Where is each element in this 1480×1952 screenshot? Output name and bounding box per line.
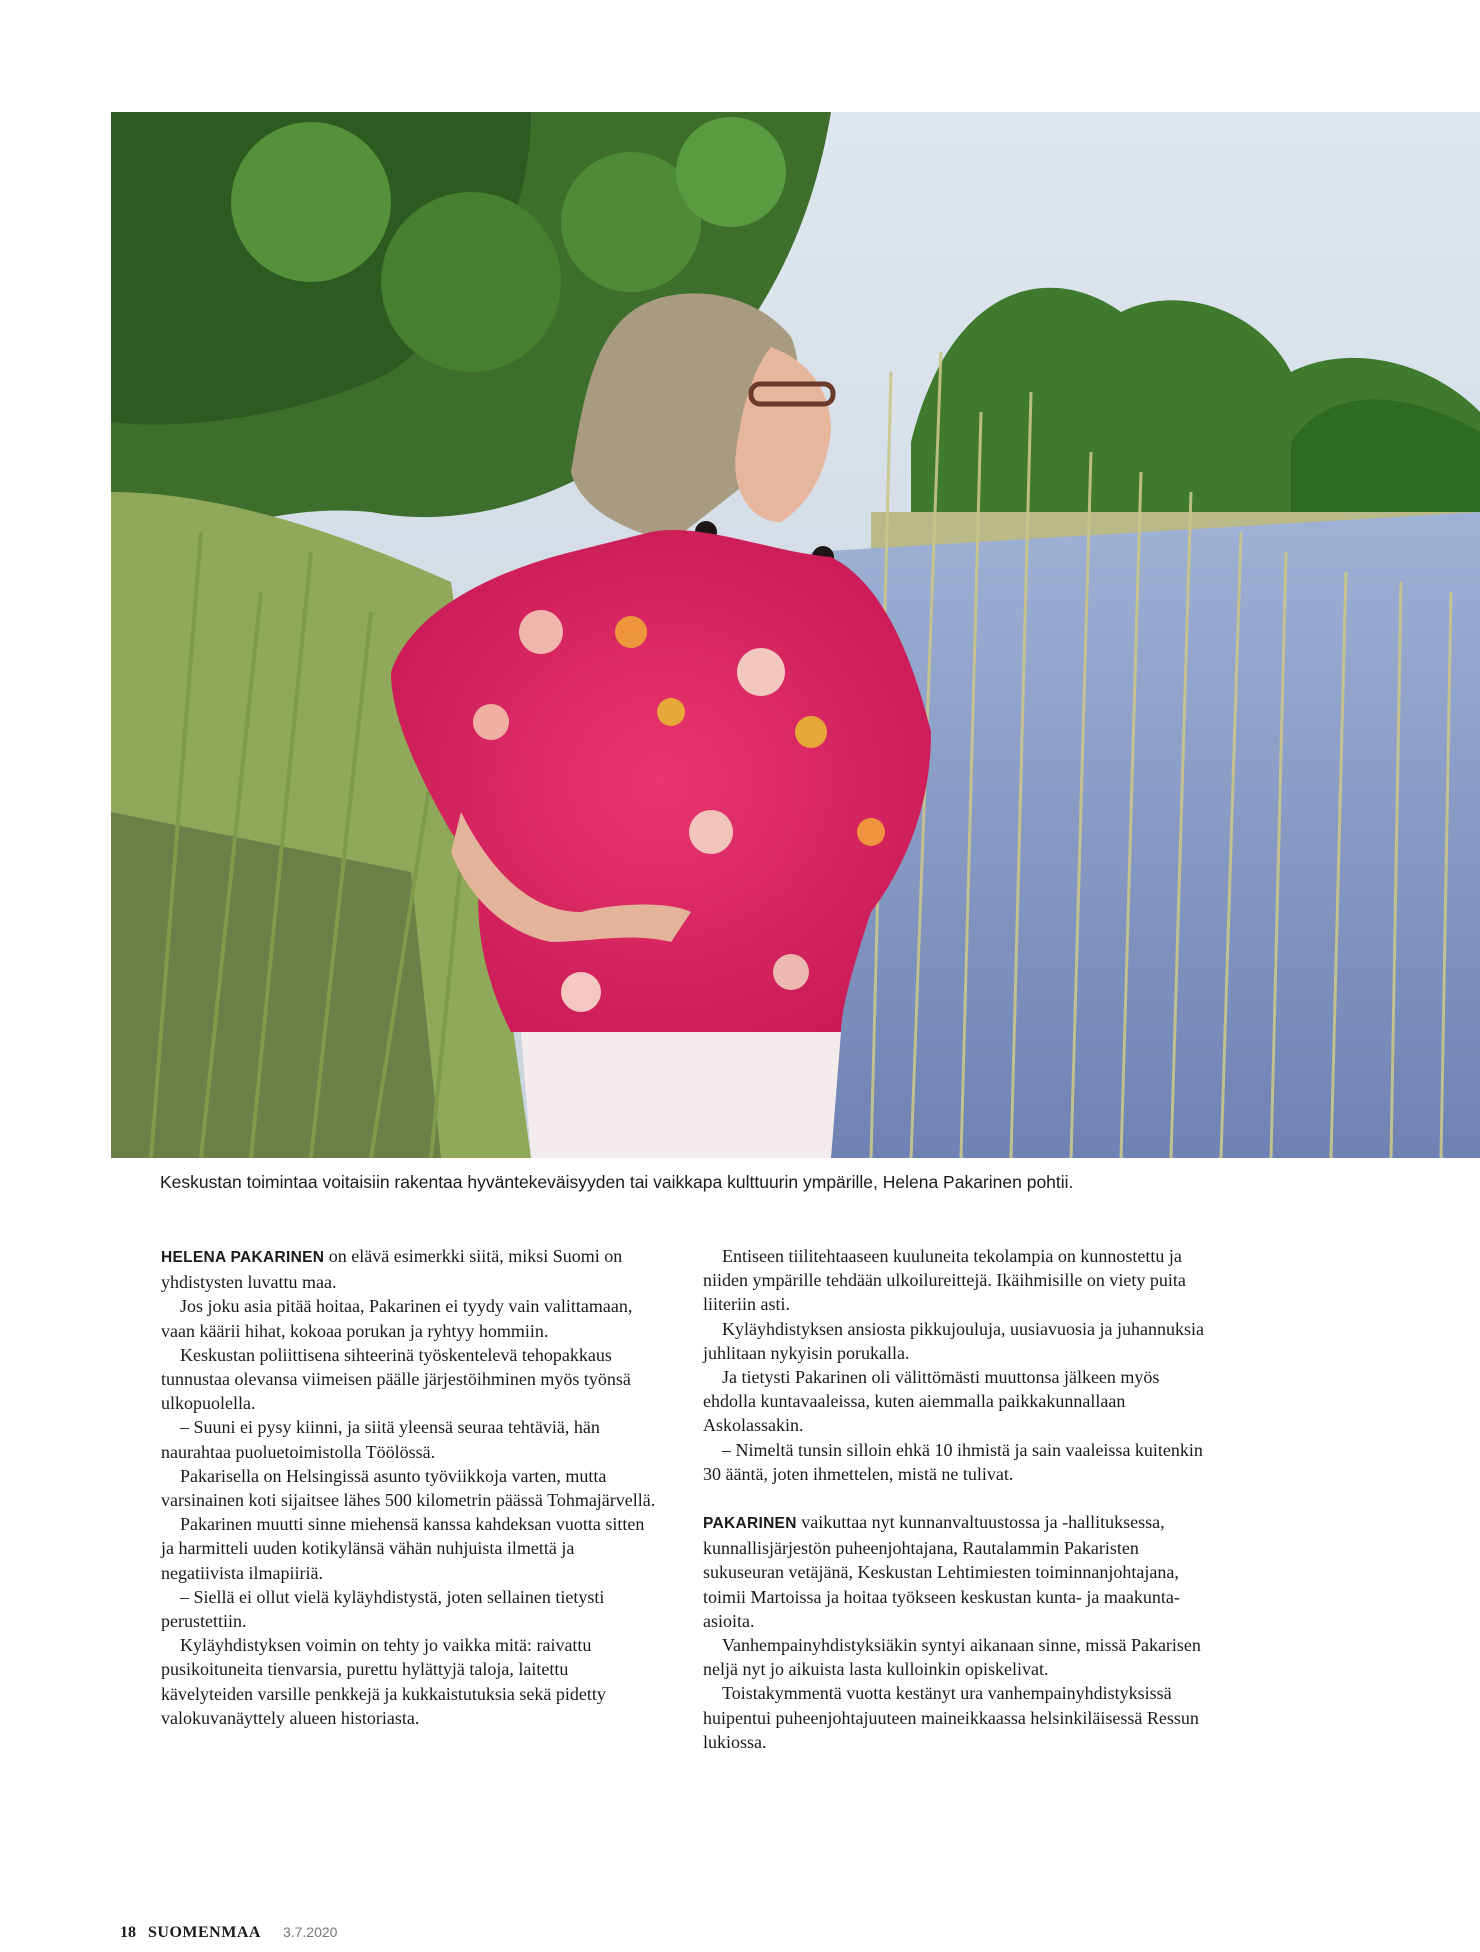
paragraph: Vanhempainyhdistyksiäkin syntyi aikanaan sinne, missä Pakarisen neljä nyt jo aikuista lasta kulloinkin opiskelivat. (703, 1635, 1201, 1680)
paragraph-text: vaikuttaa nyt kunnanvaltuustossa ja -hallituksessa, kunnallisjärjestön puheenjohtajana, Rautalammin Pakaristen sukuseuran vetäjänä, Keskustan Lehtimiesten toiminnanjohtajana, toimii Martoissa ja hoitaa työkseen keskustan kunta- ja maakunta-asioita. (703, 1512, 1180, 1631)
paragraph: Ja tietysti Pakarinen oli välittömästi muuttonsa jälkeen myös ehdolla kuntavaaleissa, kuten aiemmalla paikkakunnallaan Askolassakin. (703, 1367, 1160, 1436)
paragraph: Pakarinen muutti sinne miehensä kanssa kahdeksan vuotta sitten ja harmitteli uuden kotikylänsä vähän nuhjuista ilmettä ja negatiivista ilmapiiriä. (161, 1514, 645, 1583)
paragraph: Pakarisella on Helsingissä asunto työviikkoja varten, mutta varsinainen koti sijaitsee lähes 500 kilometrin päässä Tohmajärvellä. (161, 1465, 656, 1511)
photo-illustration (111, 112, 1480, 1158)
page-number: 18 (120, 1924, 136, 1941)
article-column-left (161, 1244, 661, 1730)
paragraph (161, 1244, 661, 1294)
magazine-name: SUOMENMAA (148, 1924, 261, 1941)
paragraph (703, 1510, 1208, 1633)
page-footer (120, 1922, 337, 1943)
paragraph: – Nimeltä tunsin silloin ehkä 10 ihmistä ja sain vaaleissa kuitenkin 30 ääntä, joten ihmettelen, mistä ne tulivat. (703, 1439, 1203, 1484)
lead-name: HELENA PAKARINEN (161, 1249, 325, 1266)
paragraph: – Siellä ei ollut vielä kyläyhdistystä, joten sellainen tietysti perustettiin. (161, 1586, 605, 1632)
paragraph: – Suuni ei pysy kiinni, ja siitä yleensä seuraa tehtäviä, hän naurahtaa puoluetoimistolla Töölössä. (161, 1417, 600, 1462)
lead-name: PAKARINEN (703, 1515, 797, 1533)
paragraph: Keskustan poliittisena sihteerinä työskentelevä tehopakkaus tunnustaa olevansa viimeisen päälle järjestöihminen myös työnsä ulkopuolella. (161, 1344, 631, 1414)
paragraph: Kyläyhdistyksen ansiosta pikkujouluja, uusiavuosia ja juhannuksia juhlitaan nykyisin porukalla. (703, 1318, 1204, 1363)
paragraph-text: on elävä esimerkki siitä, miksi Suomi on yhdistysten luvattu maa. (161, 1246, 623, 1293)
issue-date: 3.7.2020 (282, 1924, 338, 1940)
article-column-right (703, 1244, 1208, 1754)
paragraph: Toistakymmentä vuotta kestänyt ura vanhempainyhdistyksissä huipentui puheenjohtajuuteen maineikkaassa helsinkiläisessä Ressun lukiossa. (703, 1683, 1199, 1752)
paragraph: Entiseen tiilitehtaaseen kuuluneita tekolampia on kunnostettu ja niiden ympärille tehdään ulkoilureittejä. Ikäihmisille on viety puita liiteriin asti. (703, 1246, 1186, 1315)
portrait-photo (111, 112, 1480, 1158)
paragraph: Jos joku asia pitää hoitaa, Pakarinen ei tyydy vain valittamaan, vaan käärii hihat, kokoaa porukan ja ryhtyy hommiin. (161, 1296, 633, 1341)
paragraph: Kyläyhdistyksen voimin on tehty jo vaikka mitä: raivattu pusikoituneita tienvarsia, purettu hylättyjä taloja, laitettu kävelyteiden varsille penkkejä ja kukkaistutuksia sekä pidetty valokuvanäyttely alueen historiasta. (161, 1635, 606, 1728)
photo-caption: Keskustan toimintaa voitaisiin rakentaa hyväntekeväisyyden tai vaikkapa kulttuurin ympärille, Helena Pakarinen pohtii. (160, 1172, 1074, 1192)
